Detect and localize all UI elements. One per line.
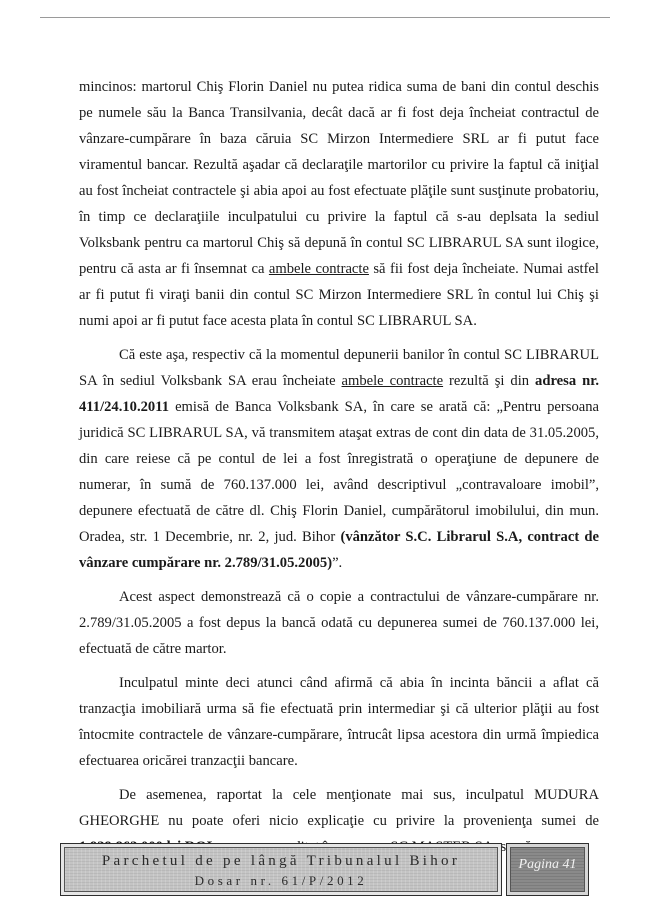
paragraph [79, 670, 599, 774]
footer-case-number: Dosar nr. 61/P/2012 [194, 873, 368, 888]
document-body [79, 74, 599, 868]
paragraph [79, 584, 599, 662]
footer-institution: Parchetul de pe lângă Tribunalul Bihor [101, 853, 461, 869]
bold-text: adresa nr. 411/24.10.2011 [79, 373, 599, 415]
text-run: rezultă şi din [443, 373, 536, 389]
page-footer [60, 843, 589, 896]
paragraph [79, 74, 599, 334]
text-run: mincinos: martorul Chiş Florin Daniel nu putea ridica suma de bani din contul deschis pe numele său la Banca Transilvania, decât dacă ar fi fost deja încheiat contractul de vânzare-cumpărare în baza căruia SC Mirzon Intermediere SRL ar fi putut face viramentul bancar. Rezultă aşadar că declaraţile martorilor cu privire la faptul că iniţial au fost încheiat contractele şi abia apoi au fost efectuate plăţile sunt susţinute probatoriu, în timp ce declaraţiile inculpatului cu privire la faptul că s-au deplsata la sediul Volksbank pentru ca martorul Chiş să depună în contul SC LIBRARUL SA sunt ilogice, pentru că asta ar fi însemnat ca [79, 79, 599, 277]
underlined-text: ambele contracte [341, 373, 444, 389]
text-run: Că este aşa, respectiv că la momentul depunerii banilor în contul SC LIBRARUL SA în sediul Volksbank SA erau încheiate [79, 347, 599, 389]
text-run: să fii fost deja încheiate. Numai astfel ar fi putut fi viraţi banii din contul SC Mirzon Intermediere SRL în contul lui Chiş şi numi apoi ar fi putut face acesta plata în contul SC LIBRARUL SA. [79, 261, 599, 329]
underlined-text: ambele contracte [268, 261, 369, 277]
page-number: Pagina 41 [518, 857, 577, 872]
text-run: emisă de Banca Volksbank SA, în care se arată că: „Pentru persoana juridică SC LIBRARUL SA, vă transmitem ataşat extras de cont din data de 31.05.2005, din care reiese că pe contul de lei a fost înregistrată o operaţiune de depunere de numerar, în sumă de 760.137.000 lei, având descriptivul „contravaloare imobil”, depunere efectuată de către dl. Chiş Florin Daniel, cumpărătorul imobilului, din mun. Oradea, str. 1 Decembrie, nr. 2, jud. Bihor [79, 399, 599, 545]
text-run: ”. [332, 555, 343, 571]
header-rule [40, 17, 610, 18]
bold-text: (vânzător S.C. Librarul S.A, contract de vânzare cumpărare nr. 2.789/31.05.2005) [79, 529, 599, 571]
footer-page-panel [506, 843, 589, 896]
text-run: Inculpatul minte deci atunci când afirmă că abia în incinta băncii a aflat că tranzacţia imobiliară urma să fie efectuată prin intermediar şi că ulterior plăţii au fost întocmite contractele de vânzare-cumpărare, întrucât lipsa acestora din urmă împiedica efectuarea oricărei tranzacţii bancare. [79, 675, 599, 769]
footer-institution-panel [60, 843, 502, 896]
paragraph [79, 342, 599, 576]
text-run: Acest aspect demonstrează că o copie a contractului de vânzare-cumpărare nr. 2.789/31.05.2005 a fost depus la bancă odată cu depunerea sumei de 760.137.000 lei, efectuată de către martor. [79, 589, 599, 657]
text-run: De asemenea, raportat la cele menţionate mai sus, inculpatul MUDURA GHEORGHE nu poate oferi nicio explicaţie cu privire la provenienţa sumei de [79, 787, 599, 829]
